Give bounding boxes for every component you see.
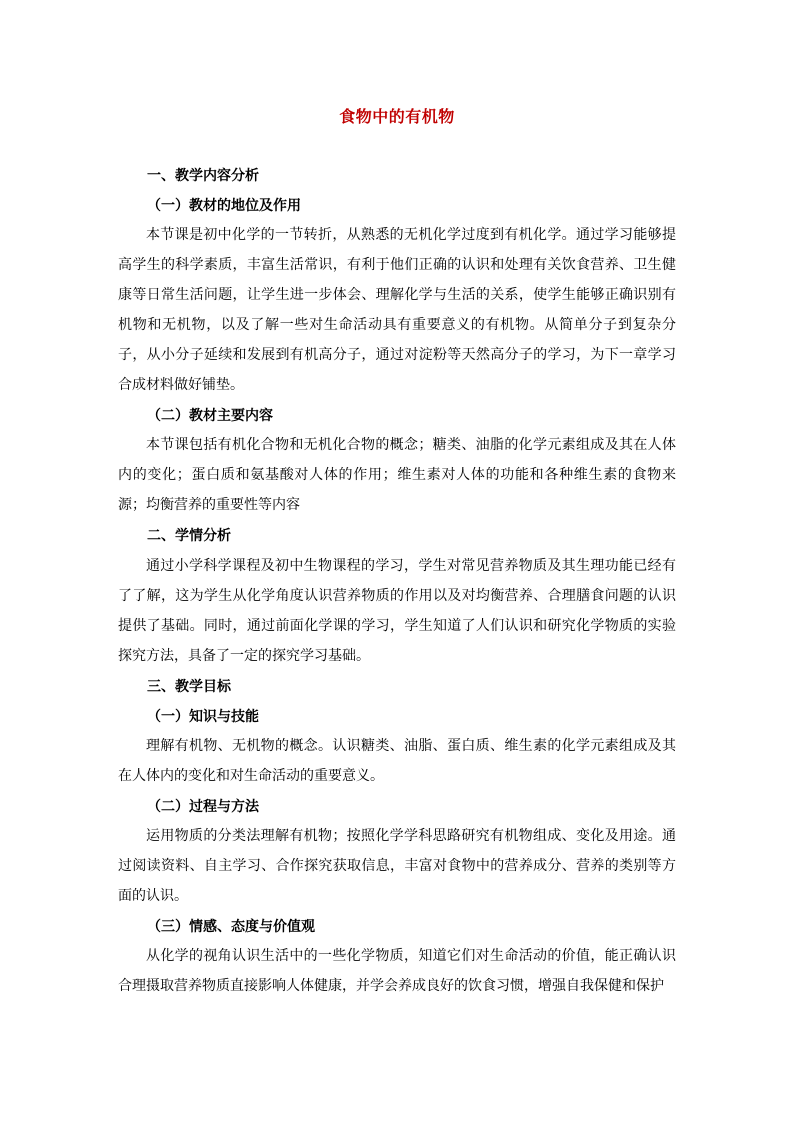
section-heading: 三、教学目标 xyxy=(147,679,231,695)
section-heading: 二、学情分析 xyxy=(147,528,231,544)
subsection-heading: （一）教材的地位及作用 xyxy=(147,198,301,214)
paragraph: 从化学的视角认识生活中的一些化学物质，知道它们对生命活动的价值，能正确认识合理摄取营养物质直接影响人体健康，并学会养成良好的饮食习惯，增强自我保健和保护 xyxy=(118,948,676,994)
section-heading: 一、教学内容分析 xyxy=(147,168,259,184)
subsection-heading: （三）情感、态度与价值观 xyxy=(147,919,315,935)
document-title: 食物中的有机物 xyxy=(339,107,455,126)
paragraph: 理解有机物、无机物的概念。认识糖类、油脂、蛋白质、维生素的化学元素组成及其在人体内的变化和对生命活动的重要意义。 xyxy=(118,738,676,784)
paragraph: 运用物质的分类法理解有机物；按照化学学科思路研究有机物组成、变化及用途。通过阅读资料、自主学习、合作探究获取信息，丰富对食物中的营养成分、营养的类别等方面的认识。 xyxy=(118,828,676,904)
subsection-heading: （一）知识与技能 xyxy=(147,709,259,725)
paragraph: 本节课是初中化学的一节转折，从熟悉的无机化学过度到有机化学。通过学习能够提高学生的科学素质，丰富生活常识，有利于他们正确的认识和处理有关饮食营养、卫生健康等日常生活问题，让学生进一步体会、理解化学与生活的关系，使学生能够正确识别有机物和无机物，以及了解一些对生命活动具有重要意义的有机物。从简单分子到复杂分子，从小分子延续和发展到有机高分子，通过对淀粉等天然高分子的学习，为下一章学习合成材料做好铺垫。 xyxy=(118,227,676,393)
paragraph: 通过小学科学课程及初中生物课程的学习，学生对常见营养物质及其生理功能已经有了了解，这为学生从化学角度认识营养物质的作用以及对均衡营养、合理膳食问题的认识提供了基础。同时，通过前面化学课的学习，学生知道了人们认识和研究化学物质的实验探究方法，具备了一定的探究学习基础。 xyxy=(118,558,676,664)
document-body xyxy=(118,166,676,1001)
subsection-heading: （二）过程与方法 xyxy=(147,799,259,815)
subsection-heading: （二）教材主要内容 xyxy=(147,408,273,424)
paragraph: 本节课包括有机化合物和无机化合物的概念；糖类、油脂的化学元素组成及其在人体内的变化；蛋白质和氨基酸对人体的作用；维生素对人体的功能和各种维生素的食物来源；均衡营养的重要性等内容 xyxy=(118,437,676,513)
